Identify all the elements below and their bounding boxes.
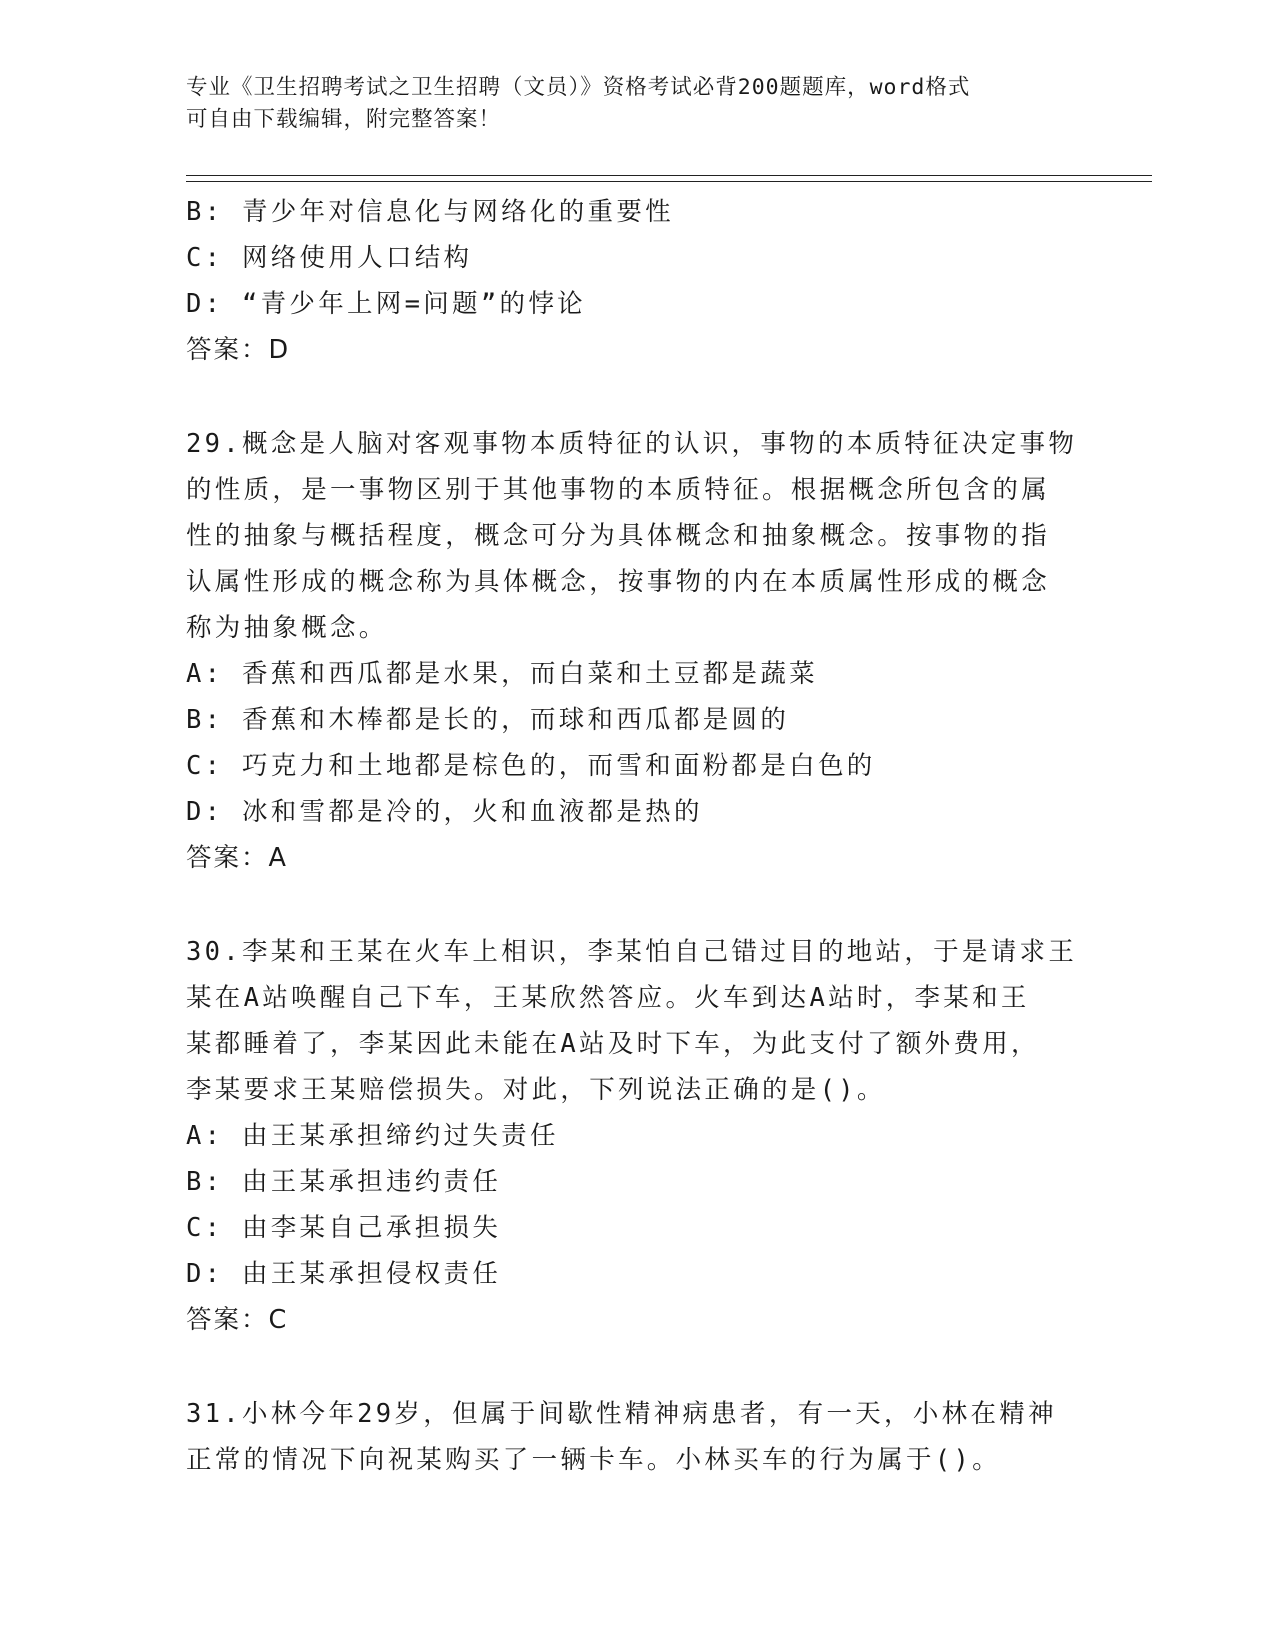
option-b: B: 香蕉和木棒都是长的，而球和西瓜都是圆的 xyxy=(186,705,790,735)
option-d: D: 冰和雪都是冷的，火和血液都是热的 xyxy=(186,797,703,827)
option-c: C: 由李某自己承担损失 xyxy=(186,1213,502,1243)
question-stem-line: 某都睡着了，李某因此未能在A站及时下车，为此支付了额外费用， xyxy=(186,1029,1040,1059)
header-divider-bottom xyxy=(186,181,1152,182)
question-stem-line: 李某要求王某赔偿损失。对此，下列说法正确的是()。 xyxy=(186,1075,886,1105)
option-a: A: 由王某承担缔约过失责任 xyxy=(186,1121,559,1151)
answer-label: 答案：D xyxy=(186,335,291,365)
option-d: D: 由王某承担侵权责任 xyxy=(186,1259,502,1289)
question-stem-line: 认属性形成的概念称为具体概念，按事物的内在本质属性形成的概念 xyxy=(186,567,1051,597)
option-b: B: 由王某承担违约责任 xyxy=(186,1167,502,1197)
header-line-2: 可自由下载编辑，附完整答案！ xyxy=(186,107,502,132)
question-stem-line: 29.概念是人脑对客观事物本质特征的认识，事物的本质特征决定事物 xyxy=(186,429,1078,459)
question-28-tail xyxy=(186,189,1086,373)
question-stem-line: 正常的情况下向祝某购买了一辆卡车。小林买车的行为属于()。 xyxy=(186,1445,1001,1475)
question-stem-line: 31.小林今年29岁，但属于间歇性精神病患者，有一天，小林在精神 xyxy=(186,1399,1057,1429)
document-header xyxy=(186,72,1066,136)
question-31 xyxy=(186,1391,1086,1483)
header-line-1: 专业《卫生招聘考试之卫生招聘（文员）》资格考试必背200题题库，word格式 xyxy=(186,75,971,100)
answer-label: 答案：C xyxy=(186,1305,289,1335)
question-stem-line: 30.李某和王某在火车上相识，李某怕自己错过目的地站，于是请求王 xyxy=(186,937,1078,967)
question-29 xyxy=(186,421,1086,881)
question-stem-line: 的性质，是一事物区别于其他事物的本质特征。根据概念所包含的属 xyxy=(186,475,1051,505)
option-d: D: “青少年上网=问题”的悖论 xyxy=(186,289,586,319)
question-content xyxy=(186,189,1086,1483)
question-30 xyxy=(186,929,1086,1343)
question-stem-line: 称为抽象概念。 xyxy=(186,613,388,643)
answer-label: 答案：A xyxy=(186,843,288,873)
question-stem-line: 某在A站唤醒自己下车，王某欣然答应。火车到达A站时，李某和王 xyxy=(186,983,1030,1013)
option-c: C: 巧克力和土地都是棕色的，而雪和面粉都是白色的 xyxy=(186,751,876,781)
option-a: A: 香蕉和西瓜都是水果，而白菜和土豆都是蔬菜 xyxy=(186,659,818,689)
option-b: B: 青少年对信息化与网络化的重要性 xyxy=(186,197,674,227)
option-c: C: 网络使用人口结构 xyxy=(186,243,473,273)
header-divider-top xyxy=(186,175,1152,176)
question-stem-line: 性的抽象与概括程度，概念可分为具体概念和抽象概念。按事物的指 xyxy=(186,521,1051,551)
